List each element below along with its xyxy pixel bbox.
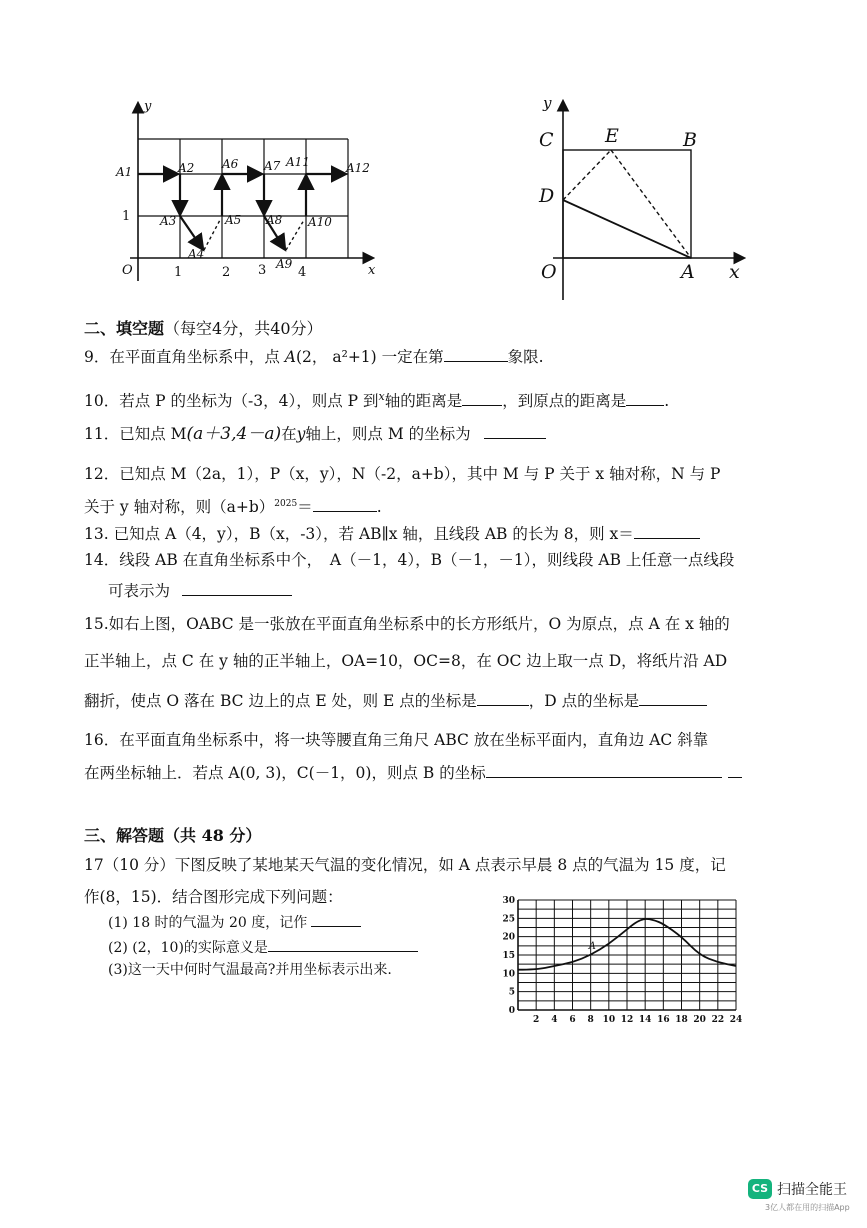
- label-a5: A5: [225, 213, 242, 227]
- fold-line-ad: [563, 200, 691, 258]
- segment-de: [563, 150, 611, 200]
- question-15-line-1: 15.如右上图，OABC 是一张放在平面直角坐标系中的长方形纸片，O 为原点，点 A 在 x 轴的: [84, 615, 730, 633]
- label-a9: A9: [276, 257, 293, 271]
- figure-left-path: [110, 96, 390, 286]
- camscanner-slogan: 3亿人都在用的扫描App: [765, 1203, 850, 1212]
- y-tick-label: 30: [502, 896, 515, 906]
- x-tick-label: 10: [602, 1015, 616, 1025]
- x-tick-label: 16: [657, 1015, 670, 1025]
- label-b: B: [683, 129, 697, 151]
- label-a2: A2: [178, 161, 195, 175]
- figure-right-rectangle: [525, 92, 755, 304]
- path-a4-a5: [204, 220, 220, 250]
- question-16-line-1: 16．在平面直角坐标系中，将一块等腰直角三角尺 ABC 放在坐标平面内，直角边 AC 斜靠: [84, 731, 709, 749]
- x-tick-label: 22: [711, 1015, 725, 1025]
- tick-x-1: 1: [174, 265, 183, 280]
- x-label-left: x: [368, 263, 376, 278]
- y-tick-label: 10: [502, 969, 515, 980]
- tick-y-1: 1: [122, 209, 131, 224]
- answer-blank-13[interactable]: [634, 522, 700, 539]
- answer-blank-10b[interactable]: [626, 389, 664, 406]
- question-17-sub-1: (1) 18 时的气温为 20 度，记作: [108, 910, 361, 933]
- label-e: E: [605, 125, 619, 147]
- camscanner-logo: CS: [748, 1179, 772, 1199]
- question-13: 13. 已知点 A（4，y），B（x，-3），若 AB∥x 轴，且线段 AB 的长为 8，则 x＝: [84, 522, 700, 544]
- point-path: [138, 174, 344, 248]
- section-3-title: 三、解答题（共 48 分）: [84, 826, 262, 845]
- y-tick-label: 20: [502, 932, 515, 943]
- x-tick-label: 18: [675, 1015, 688, 1025]
- x-tick-label: 14: [638, 1015, 652, 1025]
- question-12-line-1: 12．已知点 M（2a，1），P（x，y），N（-2，a+b），其中 M 与 P 关于 x 轴对称，N 与 P: [84, 465, 721, 483]
- question-14-line-2: 可表示为: [108, 579, 292, 601]
- path-a9-a10: [286, 220, 304, 250]
- answer-blank-10a[interactable]: [462, 389, 502, 406]
- x-tick-label: 6: [569, 1015, 576, 1025]
- temperature-chart: [496, 888, 752, 1028]
- y-tick-label: 0: [508, 1006, 515, 1016]
- answer-blank-11[interactable]: [484, 422, 546, 439]
- x-tick-label: 20: [693, 1015, 706, 1025]
- grid-left: [138, 139, 348, 258]
- question-9: 9．在平面直角坐标系中，点 A(2， a²+1) 一定在第 象限.: [84, 345, 544, 367]
- question-17-line-1: 17（10 分）下图反映了某地某天气温的变化情况，如 A 点表示早晨 8 点的气温为 15 度，记: [84, 856, 726, 874]
- label-a3: A3: [160, 214, 177, 228]
- label-a7: A7: [264, 159, 281, 173]
- question-17-sub-3: (3)这一天中何时气温最高?并用坐标表示出来.: [108, 962, 392, 978]
- label-a6: A6: [222, 157, 239, 171]
- x-tick-label: 12: [620, 1015, 634, 1025]
- answer-blank-15b[interactable]: [639, 689, 707, 706]
- section-2-title: 二、填空题（每空4分，共40分）: [84, 319, 323, 338]
- x-tick-label: 8: [587, 1015, 594, 1025]
- question-16-line-2: 在两坐标轴上．若点 A(0, 3)，C(－1，0)，则点 B 的坐标: [84, 761, 742, 783]
- answer-blank-17-1[interactable]: [311, 910, 361, 927]
- answer-blank-14[interactable]: [182, 579, 292, 596]
- x-label-right: x: [729, 261, 740, 283]
- answer-blank-12[interactable]: [313, 495, 377, 512]
- label-a11: A11: [286, 155, 310, 169]
- label-a: A: [681, 261, 695, 283]
- x-tick-label: 24: [729, 1015, 743, 1025]
- tick-x-2: 2: [222, 265, 231, 280]
- question-10: 10．若点 P 的坐标为（-3，4），则点 P 到$^x$轴的距离是 ，到原点的距离是 .: [84, 390, 670, 411]
- answer-blank-16-tail: [728, 761, 742, 778]
- origin-left: O: [122, 263, 133, 278]
- tick-x-3: 3: [258, 263, 267, 278]
- question-14-line-1: 14．线段 AB 在直角坐标系中个， A（－1，4），B（－1，－1），则线段 AB 上任意一点线段: [84, 551, 735, 569]
- y-label-right: y: [543, 94, 552, 112]
- point-a-label: A: [588, 941, 596, 952]
- y-label-left: y: [144, 99, 152, 114]
- chart-y-ticks: [502, 896, 515, 1016]
- answer-blank-9[interactable]: [444, 345, 508, 362]
- label-a10: A10: [308, 215, 332, 229]
- tick-x-4: 4: [298, 265, 307, 280]
- y-tick-label: 5: [508, 987, 515, 998]
- question-17-line-2: 作(8，15)．结合图形完成下列问题：: [84, 888, 343, 906]
- segment-ea: [611, 150, 691, 258]
- answer-blank-17-2[interactable]: [268, 935, 418, 952]
- rectangle-oabc: [563, 150, 691, 258]
- label-a4: A4: [188, 247, 205, 261]
- label-c: C: [539, 129, 554, 151]
- question-17-sub-2: (2) (2，10)的实际意义是: [108, 935, 418, 958]
- question-12-line-2: 关于 y 轴对称，则$(a+b)^{2025}=$ .: [84, 494, 382, 517]
- question-11: 11．已知点 M(a＋3,4－a)在y轴上，则点 M 的坐标为: [84, 422, 546, 444]
- label-o: O: [541, 261, 557, 283]
- x-tick-label: 4: [551, 1015, 558, 1025]
- answer-blank-15a[interactable]: [477, 689, 529, 706]
- chart-x-ticks: [533, 1015, 742, 1025]
- answer-blank-16[interactable]: [486, 761, 722, 778]
- label-a8: A8: [266, 213, 283, 227]
- label-a12: A12: [346, 161, 370, 175]
- y-tick-label: 15: [502, 951, 515, 961]
- question-15-line-3: 翻折，使点 O 落在 BC 边上的点 E 处，则 E 点的坐标是 ，D 点的坐标是: [84, 689, 707, 711]
- question-15-line-2: 正半轴上，点 C 在 y 轴的正半轴上，OA=10，OC=8，在 OC 边上取一点 D，将纸片沿 AD: [84, 652, 728, 670]
- label-a1: A1: [116, 165, 133, 179]
- label-d: D: [539, 185, 555, 207]
- y-tick-label: 25: [502, 914, 515, 925]
- camscanner-brand: 扫描全能王: [777, 1182, 847, 1198]
- x-tick-label: 2: [533, 1015, 540, 1025]
